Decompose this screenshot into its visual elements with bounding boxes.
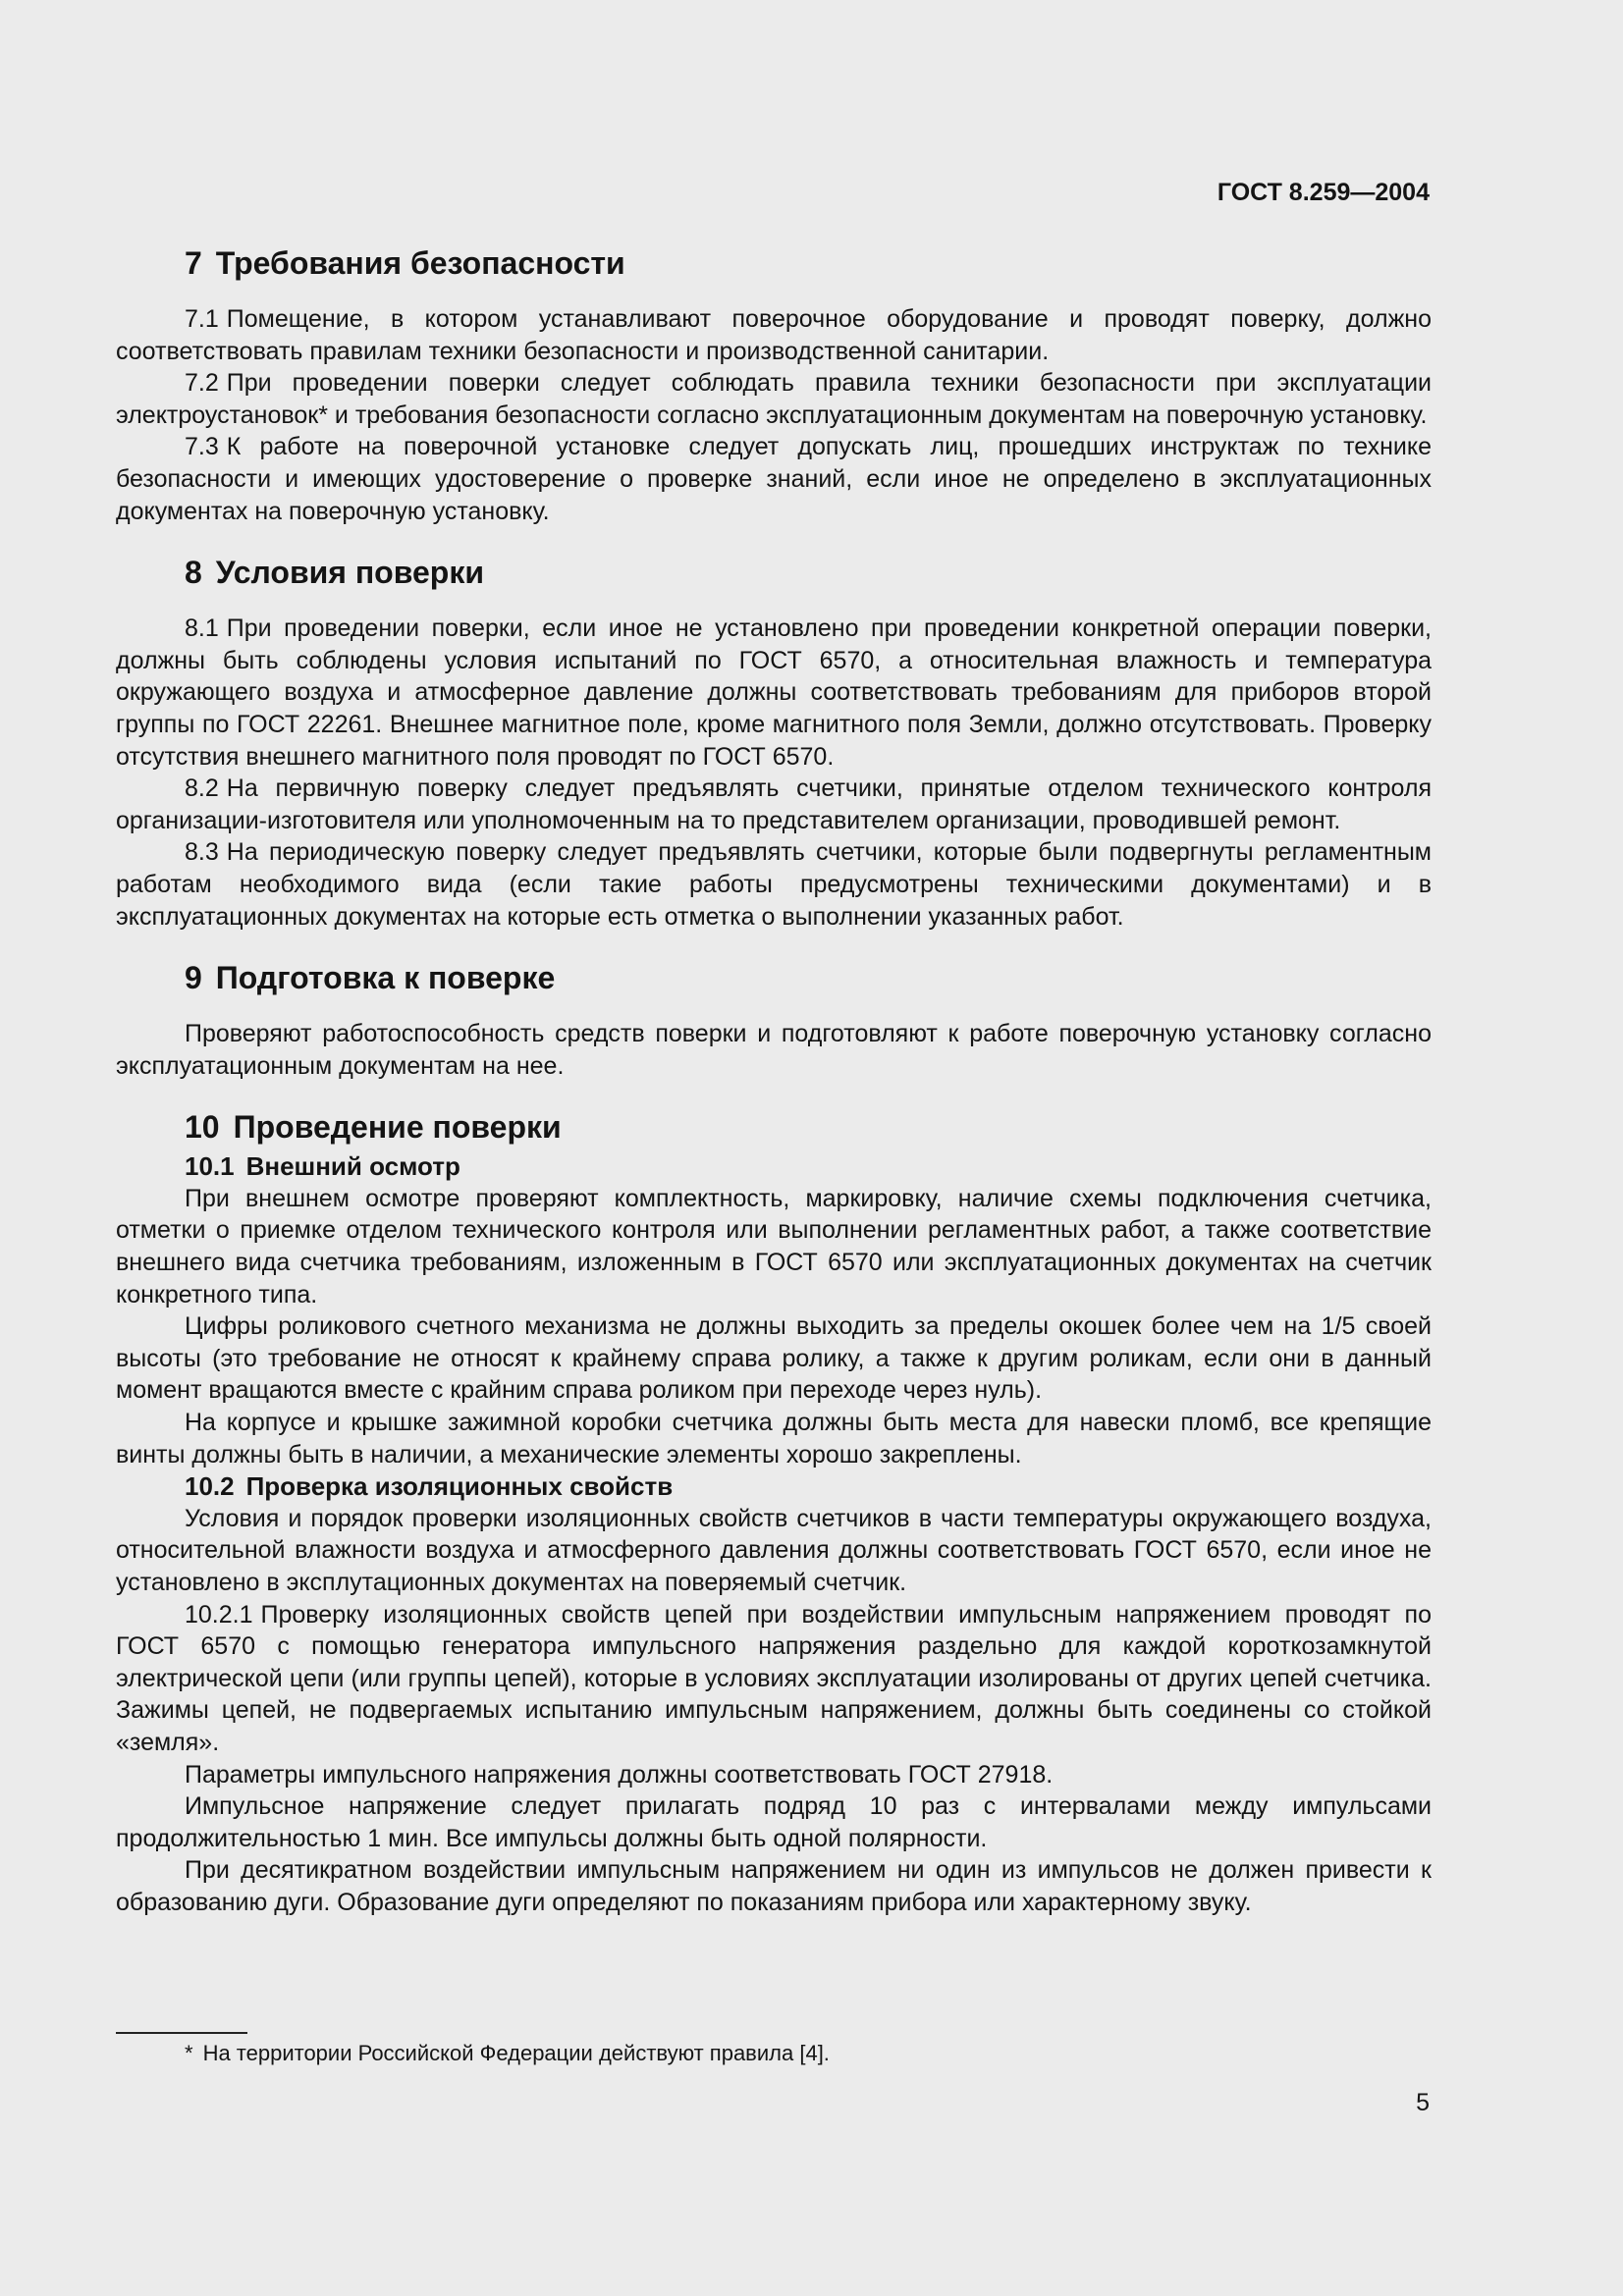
- paragraph-text: Проверяют работоспособность средств поверки и подготовляют к работе поверочную установку согласно эксплуатационным документам на нее.: [116, 1020, 1432, 1080]
- paragraph-8-2: [116, 773, 1432, 836]
- paragraph-10-2-params: [116, 1759, 1432, 1791]
- paragraph-10-1-c: [116, 1407, 1432, 1470]
- paragraph-text: При внешнем осмотре проверяют комплектность, маркировку, наличие схемы подключения счетчика, отметки о приемке отделом технического контроля или выполнении регламентных работ, а также соответствие внешнего вида счетчика требованиям, изложенным в ГОСТ 6570 или эксплуатационных документах на счетчик конкретного типа.: [116, 1184, 1432, 1308]
- section-number: 10: [185, 1109, 220, 1146]
- paragraph-9: [116, 1018, 1432, 1082]
- paragraph-text: При проведении поверки следует соблюдать правила техники безопасности при эксплуатации электроустановок* и требования безопасности согласно эксплуатационным документам на поверочную установку.: [116, 369, 1432, 429]
- paragraph-10-2-1: [116, 1599, 1432, 1759]
- paragraph-10-1-a: [116, 1183, 1432, 1310]
- section-9: [116, 958, 1432, 1082]
- paragraph-number: 7.2: [185, 369, 219, 398]
- page-number: 5: [1416, 2089, 1430, 2116]
- section-heading: [116, 243, 1432, 283]
- paragraph-7-3: [116, 431, 1432, 527]
- paragraph-number: 10.2.1: [185, 1600, 253, 1629]
- paragraph-number: 8.1: [185, 614, 219, 643]
- paragraph-text: На первичную поверку следует предъявлять счетчики, принятые отделом технического контроля организации-изготовителя или уполномоченным на то представителем организации, проводившей ремонт.: [116, 774, 1432, 834]
- subsection-number: 10.2: [185, 1471, 235, 1502]
- section-title-text: Проведение поверки: [233, 1109, 562, 1146]
- section-heading: [116, 958, 1432, 997]
- paragraph-text: На периодическую поверку следует предъявлять счетчики, которые были подвергнуты регламентным работам необходимого вида (если такие работы предусмотрены техническими документами) и в эксплуатационных документах на которые есть отметка о выполнении указанных работ.: [116, 838, 1432, 931]
- section-title-text: Подготовка к поверке: [215, 960, 556, 996]
- paragraph-10-1-b: [116, 1310, 1432, 1407]
- paragraph-10-2-arc: [116, 1854, 1432, 1918]
- paragraph-8-1: [116, 613, 1432, 773]
- section-7: [116, 243, 1432, 527]
- paragraph-text: При десятикратном воздействии импульсным напряжением ни один из импульсов не должен привести к образованию дуги. Образование дуги определяют по показаниям прибора или характерному звуку.: [116, 1856, 1432, 1916]
- section-heading: [116, 553, 1432, 592]
- footnote-text: На территории Российской Федерации действуют правила [4].: [202, 2041, 830, 2065]
- paragraph-text: Параметры импульсного напряжения должны соответствовать ГОСТ 27918.: [185, 1760, 1054, 1789]
- paragraph-text: Проверку изоляционных свойств цепей при воздействии импульсным напряжением проводят по ГОСТ 6570 с помощью генератора импульсного напряжения раздельно для каждой короткозамкнутой электрической цепи (или группы цепей), которые в условиях эксплуатации изолированы от других цепей счетчика. Зажимы цепей, не подвергаемых испытанию импульсным напряжением, должны быть соединены со стойкой «земля».: [116, 1600, 1432, 1756]
- section-heading: [116, 1107, 1432, 1147]
- paragraph-text: Цифры роликового счетного механизма не должны выходить за пределы окошек более чем на 1/5 своей высоты (это требование не относят к крайнему справа ролику, а также к другим роликам, если они в данный момент вращаются вместе с крайним справа роликом при переходе через нуль).: [116, 1312, 1432, 1405]
- section-10: [116, 1107, 1432, 1918]
- paragraph-8-3: [116, 836, 1432, 933]
- subsection-number: 10.1: [185, 1151, 235, 1182]
- paragraph-10-2-impulse: [116, 1790, 1432, 1854]
- subsection-heading-10-1: [116, 1150, 1432, 1183]
- paragraph-text: К работе на поверочной установке следует допускать лиц, прошедших инструктаж по технике безопасности и имеющих удостоверение о проверке знаний, если иное не определено в эксплуатационных документах на поверочную установку.: [116, 433, 1432, 525]
- paragraph-7-1: [116, 303, 1432, 367]
- subsection-title-text: Внешний осмотр: [245, 1151, 460, 1182]
- document-code: ГОСТ 8.259—2004: [1217, 179, 1430, 206]
- section-number: 9: [185, 960, 202, 996]
- document-body: [116, 243, 1432, 1945]
- paragraph-number: 8.3: [185, 838, 219, 867]
- paragraph-text: Условия и порядок проверки изоляционных свойств счетчиков в части температуры окружающего воздуха, относительной влажности воздуха и атмосферного давления должны соответствовать ГОСТ 6570, если иное не установлено в эксплутационных документах на поверяемый счетчик.: [116, 1504, 1432, 1596]
- paragraph-number: 7.1: [185, 305, 219, 333]
- subsection-title-text: Проверка изоляционных свойств: [245, 1471, 674, 1502]
- footnote: [185, 2039, 830, 2068]
- paragraph-text: Помещение, в котором устанавливают поверочное оборудование и проводят поверку, должно соответствовать правилам техники безопасности и производственной санитарии.: [116, 305, 1432, 365]
- section-number: 7: [185, 245, 202, 281]
- paragraph-text: Импульсное напряжение следует прилагать подряд 10 раз с интервалами между импульсами продолжительностью 1 мин. Все импульсы должны быть одной полярности.: [116, 1792, 1432, 1852]
- subsection-heading-10-2: [116, 1470, 1432, 1503]
- section-8: [116, 553, 1432, 933]
- paragraph-10-2-intro: [116, 1503, 1432, 1599]
- paragraph-number: 7.3: [185, 433, 219, 461]
- footnote-mark: *: [185, 2041, 193, 2065]
- footnote-divider: [116, 2032, 247, 2034]
- paragraph-text: При проведении поверки, если иное не установлено при проведении конкретной операции поверки, должны быть соблюдены условия испытаний по ГОСТ 6570, а относительная влажность и температура окружающего воздуха и атмосферное давление должны соответствовать требованиям для приборов второй группы по ГОСТ 22261. Внешнее магнитное поле, кроме магнитного поля Земли, должно отсутствовать. Проверку отсутствия внешнего магнитного поля проводят по ГОСТ 6570.: [116, 614, 1432, 771]
- paragraph-7-2: [116, 367, 1432, 431]
- section-title-text: Требования безопасности: [215, 245, 625, 281]
- paragraph-number: 8.2: [185, 774, 219, 803]
- section-number: 8: [185, 555, 202, 591]
- section-title-text: Условия поверки: [215, 555, 484, 591]
- paragraph-text: На корпусе и крышке зажимной коробки счетчика должны быть места для навески пломб, все крепящие винты должны быть в наличии, а механические элементы хорошо закреплены.: [116, 1409, 1432, 1468]
